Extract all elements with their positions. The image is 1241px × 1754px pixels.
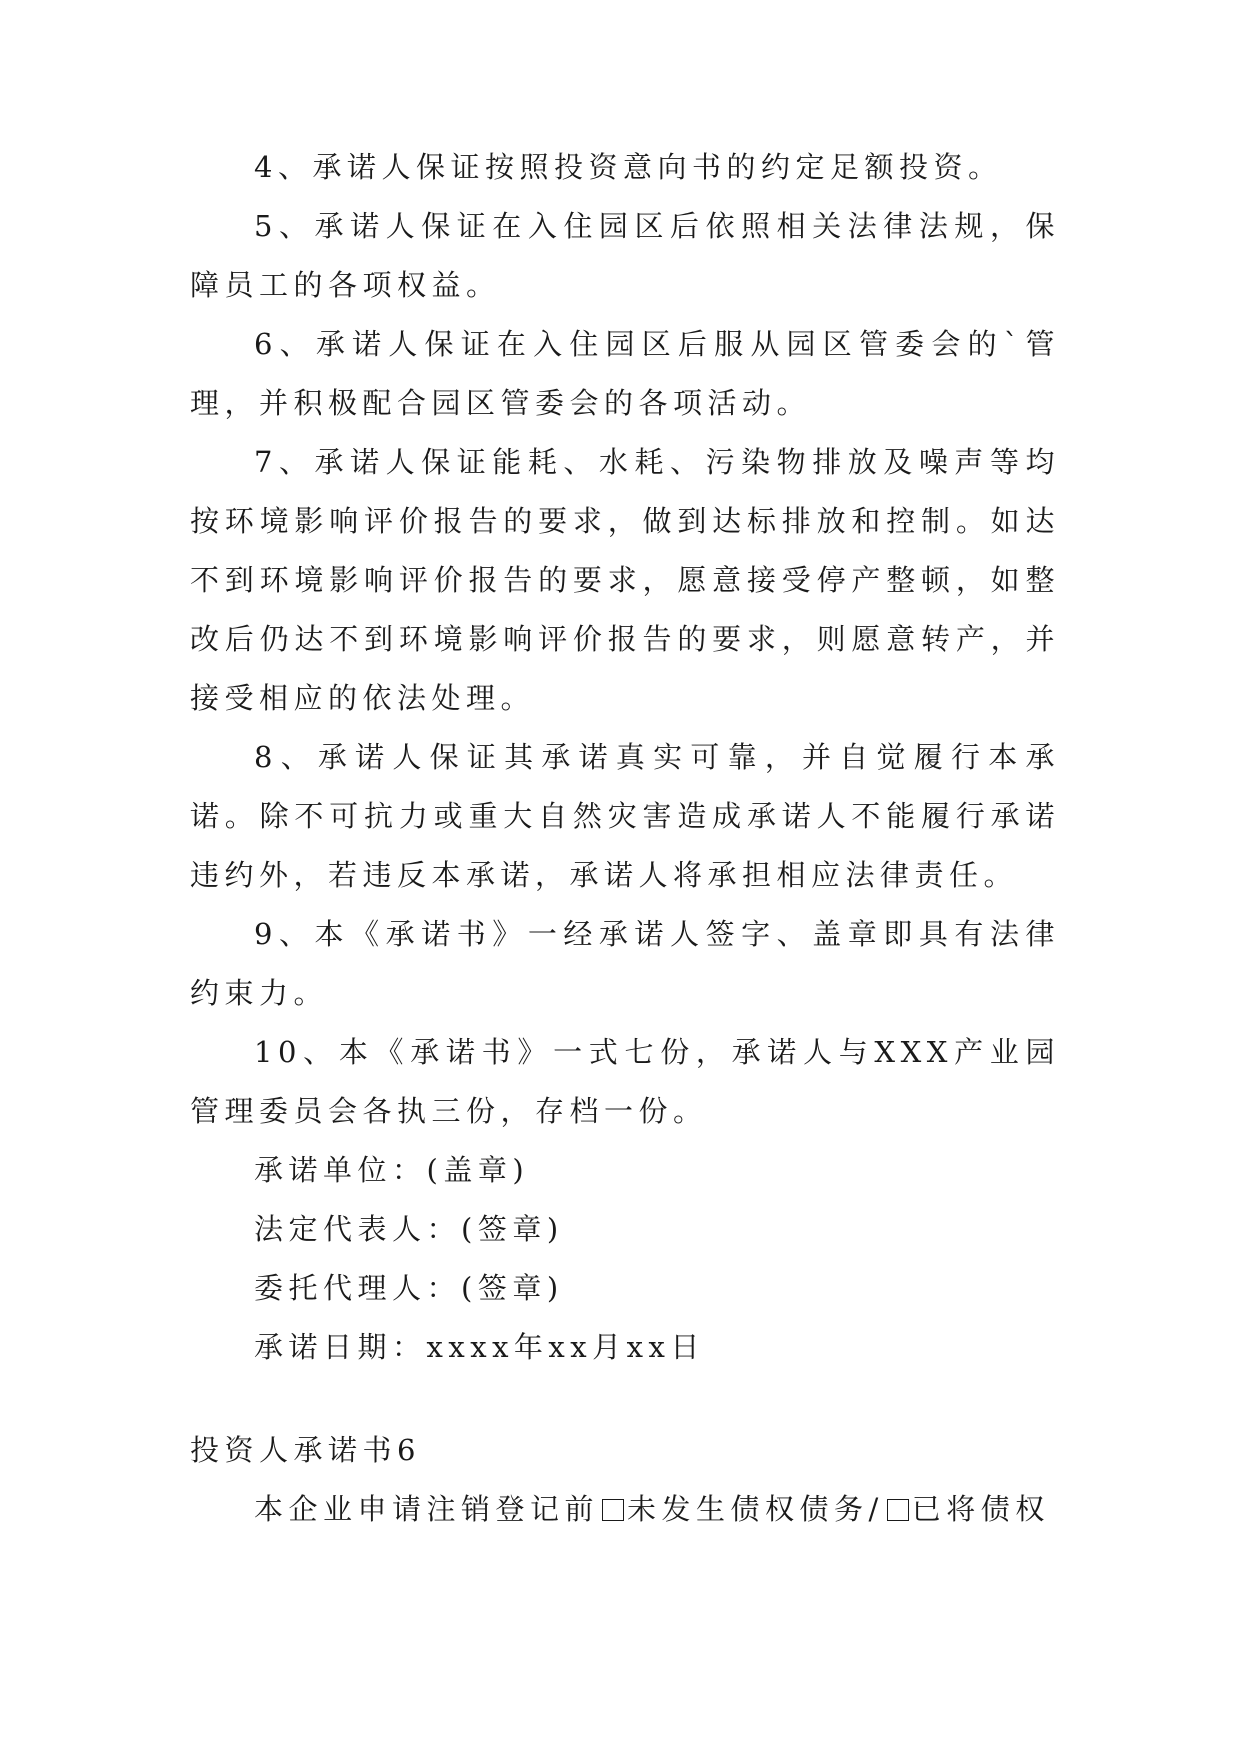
document-body — [190, 138, 1060, 1539]
clause-10: 10、本《承诺书》一式七份，承诺人与XXX产业园管理委员会各执三份，存档一份。 — [190, 1035, 1060, 1128]
clause-5: 5、承诺人保证在入住园区后依照相关法律法规，保障员工的各项权益。 — [190, 209, 1060, 302]
signature-date: 承诺日期：xxxx年xx月xx日 — [254, 1330, 705, 1364]
checkbox-debt-settled[interactable] — [887, 1499, 909, 1521]
section-heading: 投资人承诺书6 — [190, 1433, 421, 1467]
section6-text-part1: 本企业申请注销登记前 — [254, 1492, 600, 1526]
clause-4: 4、承诺人保证按照投资意向书的约定足额投资。 — [254, 150, 1003, 184]
clause-6: 6、承诺人保证在入住园区后服从园区管委会的`管理，并积极配合园区管委会的各项活动。 — [190, 327, 1060, 420]
section6-text-part3: 已将债权 — [911, 1492, 1050, 1526]
signature-legal-rep: 法定代表人：(签章) — [254, 1212, 564, 1246]
clause-8: 8、承诺人保证其承诺真实可靠，并自觉履行本承诺。除不可抗力或重大自然灾害造成承诺人不能履行承诺违约外，若违反本承诺，承诺人将承担相应法律责任。 — [190, 740, 1060, 892]
signature-agent: 委托代理人：(签章) — [254, 1271, 564, 1305]
section6-first-line — [190, 1480, 1060, 1539]
clause-7: 7、承诺人保证能耗、水耗、污染物排放及噪声等均按环境影响评价报告的要求，做到达标排放和控制。如达不到环境影响评价报告的要求，愿意接受停产整顿，如整改后仍达不到环境影响评价报告的要求，则愿意转产，并接受相应的依法处理。 — [190, 445, 1060, 715]
clause-9: 9、本《承诺书》一经承诺人签字、盖章即具有法律约束力。 — [190, 917, 1060, 1010]
signature-unit: 承诺单位：(盖章) — [254, 1153, 530, 1187]
section-gap — [190, 1377, 1060, 1421]
section6-text-part2: 未发生债权债务/ — [627, 1492, 884, 1526]
checkbox-no-debt[interactable] — [602, 1499, 624, 1521]
